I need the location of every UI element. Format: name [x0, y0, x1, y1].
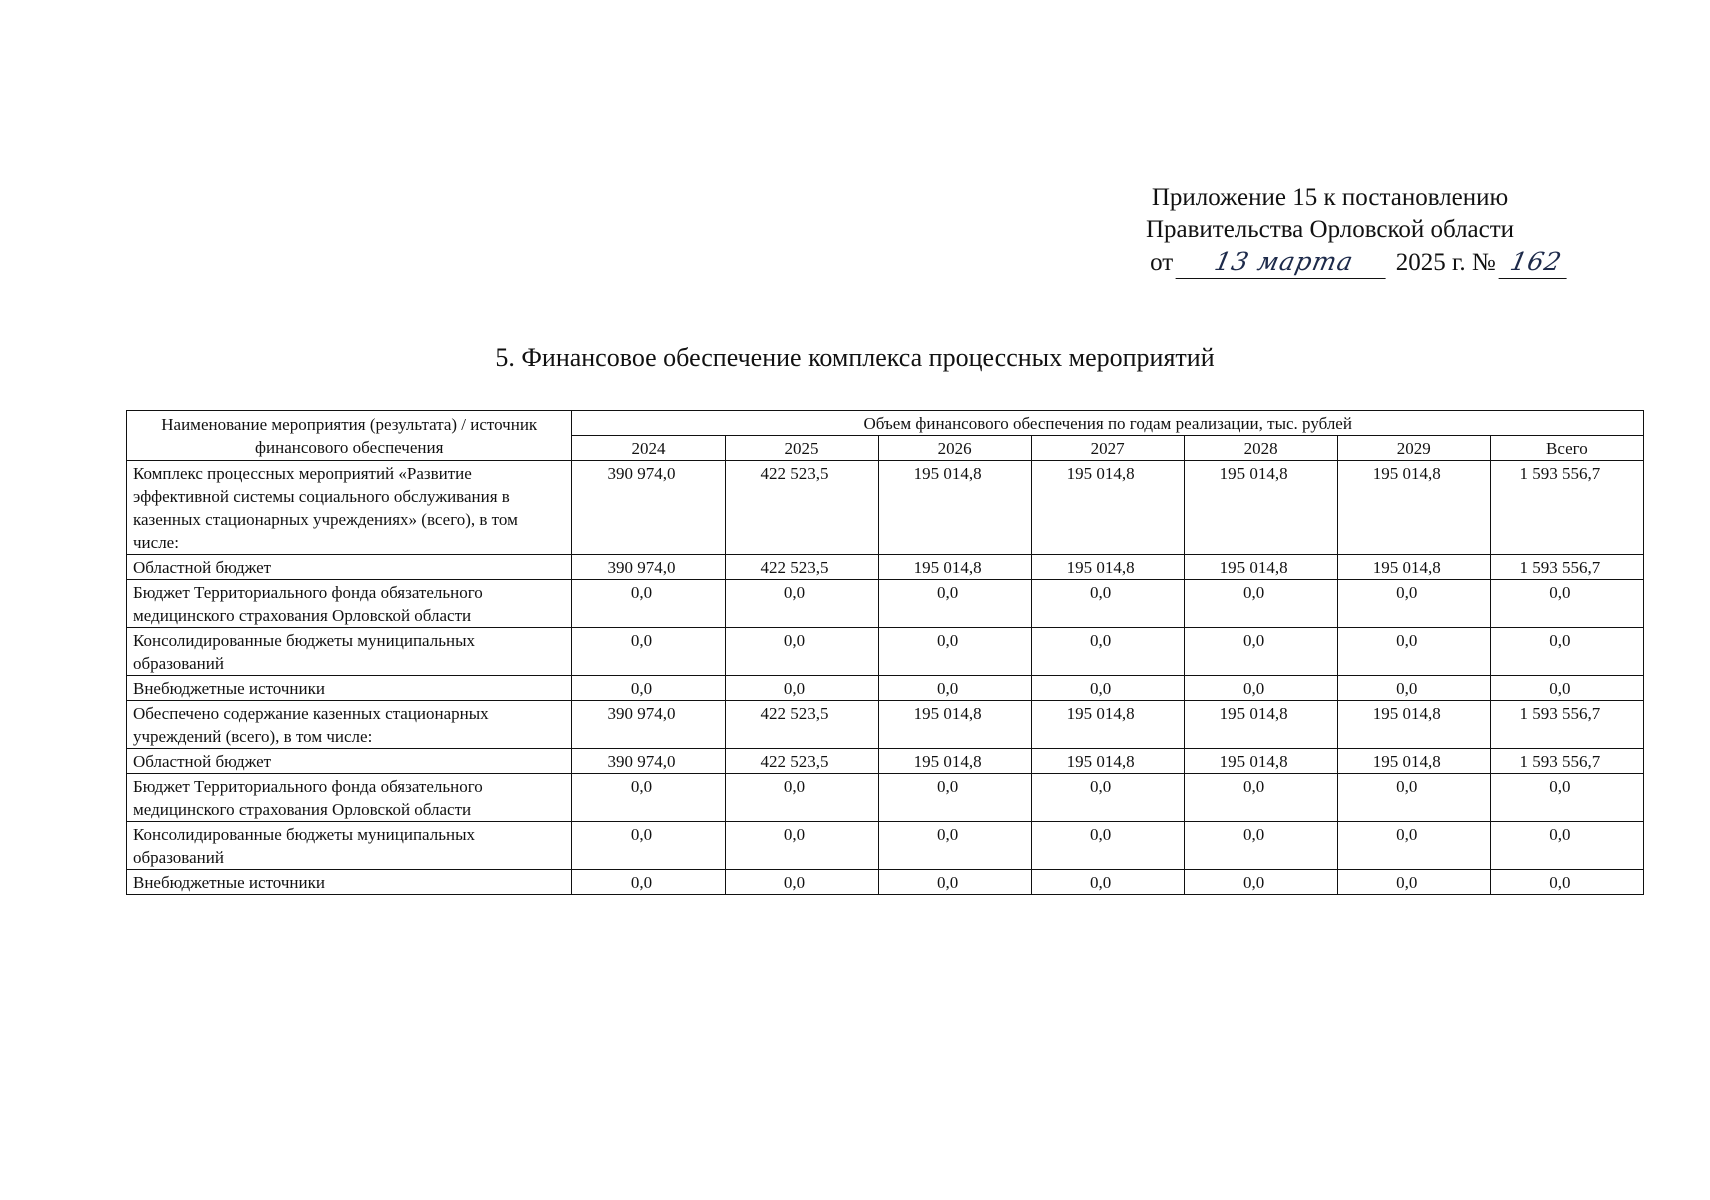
table-header-row	[127, 411, 1644, 436]
value-cell: 195 014,8	[1184, 701, 1337, 749]
value-cell: 195 014,8	[878, 461, 1031, 555]
year-header: 2028	[1184, 436, 1337, 461]
handwritten-date: 13 марта	[1176, 246, 1393, 279]
financing-table	[126, 410, 1644, 895]
row-name-cell: Бюджет Территориального фонда обязательного медицинского страхования Орловской области	[127, 774, 572, 822]
value-cell: 195 014,8	[1337, 555, 1490, 580]
year-header: 2029	[1337, 436, 1490, 461]
value-cell: 0,0	[1031, 774, 1184, 822]
value-cell: 0,0	[725, 822, 878, 870]
value-cell: 0,0	[725, 580, 878, 628]
value-cell: 0,0	[572, 870, 725, 895]
row-name-cell: Бюджет Территориального фонда обязательного медицинского страхования Орловской области	[127, 580, 572, 628]
value-cell: 195 014,8	[1337, 749, 1490, 774]
value-cell: 195 014,8	[1337, 461, 1490, 555]
value-cell: 0,0	[878, 676, 1031, 701]
value-cell: 390 974,0	[572, 701, 725, 749]
total-cell: 1 593 556,7	[1490, 749, 1643, 774]
value-cell: 0,0	[1031, 870, 1184, 895]
row-name-cell: Внебюджетные источники	[127, 870, 572, 895]
year-header: 2025	[725, 436, 878, 461]
value-cell: 0,0	[725, 628, 878, 676]
appendix-line-1: Приложение 15 к постановлению	[1151, 184, 1509, 211]
appendix-line-2: Правительства Орловской области	[1145, 216, 1515, 243]
total-cell: 0,0	[1490, 870, 1643, 895]
value-cell: 0,0	[1184, 676, 1337, 701]
value-cell: 0,0	[572, 822, 725, 870]
value-cell: 195 014,8	[1031, 461, 1184, 555]
year-header: 2027	[1031, 436, 1184, 461]
value-cell: 0,0	[878, 822, 1031, 870]
value-cell: 0,0	[572, 676, 725, 701]
value-cell: 390 974,0	[572, 749, 725, 774]
value-cell: 0,0	[1031, 822, 1184, 870]
table-row	[127, 870, 1644, 895]
section-title: 5. Финансовое обеспечение комплекса процессных мероприятий	[495, 343, 1215, 372]
value-cell: 0,0	[1337, 628, 1490, 676]
total-cell: 0,0	[1490, 628, 1643, 676]
table-row	[127, 774, 1644, 822]
year-header: 2024	[572, 436, 725, 461]
table-row	[127, 822, 1644, 870]
value-cell: 0,0	[572, 580, 725, 628]
value-cell: 422 523,5	[725, 555, 878, 580]
table-row	[127, 580, 1644, 628]
value-cell: 0,0	[1337, 676, 1490, 701]
value-cell: 195 014,8	[1031, 555, 1184, 580]
table-row	[127, 461, 1644, 555]
value-cell: 195 014,8	[1031, 701, 1184, 749]
total-cell: 1 593 556,7	[1490, 461, 1643, 555]
table-row	[127, 676, 1644, 701]
value-cell: 0,0	[1184, 870, 1337, 895]
appendix-date-line	[1090, 246, 1570, 279]
value-cell: 0,0	[725, 870, 878, 895]
row-name-cell: Комплекс процессных мероприятий «Развитие эффективной системы социального обслуживания в казенных стационарных учреждениях» (всего), в том числе:	[127, 461, 572, 555]
value-cell: 0,0	[1184, 628, 1337, 676]
table-row	[127, 628, 1644, 676]
total-cell: 0,0	[1490, 580, 1643, 628]
value-cell: 195 014,8	[1337, 701, 1490, 749]
year-header: 2026	[878, 436, 1031, 461]
value-cell: 195 014,8	[878, 701, 1031, 749]
value-cell: 0,0	[1184, 580, 1337, 628]
table-row	[127, 749, 1644, 774]
value-cell: 0,0	[1184, 774, 1337, 822]
value-cell: 195 014,8	[1184, 749, 1337, 774]
value-cell: 0,0	[1031, 628, 1184, 676]
value-cell: 0,0	[1337, 580, 1490, 628]
value-cell: 195 014,8	[1184, 555, 1337, 580]
value-cell: 422 523,5	[725, 461, 878, 555]
value-cell: 195 014,8	[1031, 749, 1184, 774]
value-cell: 0,0	[1031, 676, 1184, 701]
value-cell: 390 974,0	[572, 461, 725, 555]
handwritten-number: 162	[1498, 246, 1573, 279]
value-cell: 195 014,8	[1184, 461, 1337, 555]
appendix-header	[1090, 182, 1570, 279]
table-row	[127, 701, 1644, 749]
value-cell: 0,0	[1337, 822, 1490, 870]
value-cell: 0,0	[1184, 822, 1337, 870]
value-cell: 0,0	[878, 870, 1031, 895]
value-cell: 0,0	[878, 628, 1031, 676]
date-prefix: от	[1150, 249, 1174, 276]
year-text: 2025 г. №	[1395, 249, 1496, 276]
value-cell: 0,0	[1337, 870, 1490, 895]
row-name-cell: Консолидированные бюджеты муниципальных образований	[127, 822, 572, 870]
value-cell: 195 014,8	[878, 555, 1031, 580]
value-cell: 0,0	[1337, 774, 1490, 822]
table-row	[127, 555, 1644, 580]
value-cell: 0,0	[725, 774, 878, 822]
volume-group-header: Объем финансового обеспечения по годам реализации, тыс. рублей	[572, 411, 1644, 436]
value-cell: 0,0	[878, 580, 1031, 628]
row-name-cell: Областной бюджет	[127, 555, 572, 580]
total-cell: 0,0	[1490, 676, 1643, 701]
total-cell: 1 593 556,7	[1490, 555, 1643, 580]
row-name-cell: Консолидированные бюджеты муниципальных образований	[127, 628, 572, 676]
total-cell: 1 593 556,7	[1490, 701, 1643, 749]
row-name-cell: Областной бюджет	[127, 749, 572, 774]
value-cell: 422 523,5	[725, 749, 878, 774]
value-cell: 422 523,5	[725, 701, 878, 749]
value-cell: 0,0	[725, 676, 878, 701]
value-cell: 0,0	[572, 628, 725, 676]
name-column-header: Наименование мероприятия (результата) / источник финансового обеспечения	[127, 411, 572, 461]
total-header: Всего	[1490, 436, 1643, 461]
total-cell: 0,0	[1490, 822, 1643, 870]
total-cell: 0,0	[1490, 774, 1643, 822]
value-cell: 195 014,8	[878, 749, 1031, 774]
row-name-cell: Внебюджетные источники	[127, 676, 572, 701]
row-name-cell: Обеспечено содержание казенных стационарных учреждений (всего), в том числе:	[127, 701, 572, 749]
value-cell: 0,0	[572, 774, 725, 822]
value-cell: 0,0	[1031, 580, 1184, 628]
value-cell: 390 974,0	[572, 555, 725, 580]
value-cell: 0,0	[878, 774, 1031, 822]
